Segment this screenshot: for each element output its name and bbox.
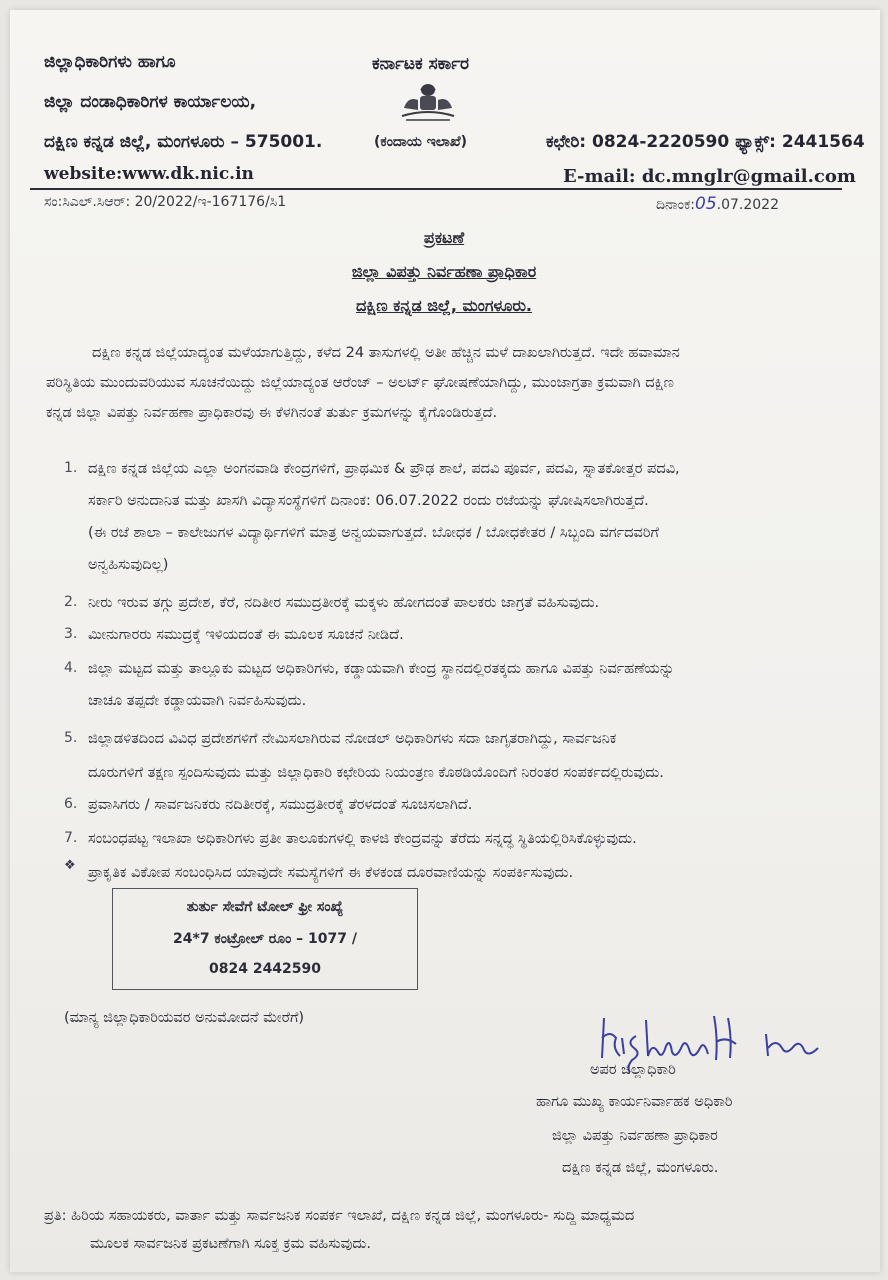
item-3-line-1: ಮೀನುಗಾರರು ಸಮುದ್ರಕ್ಕೆ ಇಳಿಯದಂತೆ ಈ ಮೂಲಕ ಸೂಚನೆ ನೀಡಿದೆ. <box>88 627 404 643</box>
office-line-3: ದಕ್ಷಿಣ ಕನ್ನಡ ಜಿಲ್ಲೆ, ಮಂಗಳೂರು – 575001. <box>44 132 323 152</box>
item-4-line-1: ಜಿಲ್ಲಾ ಮಟ್ಟದ ಮತ್ತು ತಾಲ್ಲೂಕು ಮಟ್ಟದ ಅಧಿಕಾರಿಗಳು, ಕಡ್ಡಾಯವಾಗಿ ಕೇಂದ್ರ ಸ್ಥಾನದಲ್ಲಿರತಕ್ಕದು ಹಾಗೂ ವಿಪತ್ತು ನಿರ್ವಹಣೆಯನ್ನು <box>88 661 675 677</box>
item-1-line-3: (ಈ ರಜೆ ಶಾಲಾ – ಕಾಲೇಜುಗಳ ವಿದ್ಯಾರ್ಥಿಗಳಿಗೆ ಮಾತ್ರ ಅನ್ವಯವಾಗುತ್ತದೆ. ಬೋಧಕ / ಬೋಧಕೇತರ / ಸಿಬ್ಬಂದಿ ವರ್ಗದವರಿಗೆ <box>88 525 659 541</box>
office-line-1: ಜಿಲ್ಲಾಧಿಕಾರಿಗಳು ಹಾಗೂ <box>44 52 176 72</box>
item-number: 4. <box>64 660 78 676</box>
helpline-box <box>112 888 418 990</box>
copy-to-line-2: ಮೂಲಕ ಸಾರ್ವಜನಿಕ ಪ್ರಕಟಣೆಗಾಗಿ ಸೂಕ್ತ ಕ್ರಮ ವಹಿಸುವುದು. <box>90 1236 371 1252</box>
government-title: ಕರ್ನಾಟಕ ಸರ್ಕಾರ <box>372 54 470 74</box>
notice-title: ಪ್ರಕಟಣೆ <box>423 228 465 247</box>
signatory-role: ಹಾಗೂ ಮುಖ್ಯ ಕಾರ್ಯನಿರ್ವಾಹಕ ಅಧಿಕಾರಿ <box>536 1094 733 1110</box>
item-1-line-2: ಸರ್ಕಾರಿ ಅನುದಾನಿತ ಮತ್ತು ಖಾಸಗಿ ವಿದ್ಯಾಸಂಸ್ಥೆಗಳಿಗೆ ದಿನಾಂಕ: 06.07.2022 ರಂದು ರಜೆಯನ್ನು ಘೋಷಿಸಲಾಗಿರುತ್ತದೆ. <box>88 493 649 509</box>
item-number: 3. <box>64 626 78 642</box>
signatory-district: ದಕ್ಷಿಣ ಕನ್ನಡ ಜಿಲ್ಲೆ, ಮಂಗಳೂರು. <box>562 1160 719 1176</box>
helpline-title: ತುರ್ತು ಸೇವೆಗೆ ಟೋಲ್ ಫ್ರೀ ಸಂಖ್ಯೆ <box>186 899 344 915</box>
diamond-bullet-icon: ❖ <box>64 858 76 873</box>
intro-line-1: ದಕ್ಷಿಣ ಕನ್ನಡ ಜಿಲ್ಲೆಯಾದ್ಯಂತ ಮಳೆಯಾಗುತ್ತಿದ್ದು, ಕಳೆದ 24 ತಾಸುಗಳಲ್ಲಿ ಅತೀ ಹೆಚ್ಚಿನ ಮಳೆ ದಾಖಲಾಗಿರುತ್ತದೆ. ಇದೇ ಹವಾಮಾನ <box>92 345 680 361</box>
helpline-phone: 0824 2442590 <box>208 961 322 977</box>
header-divider <box>30 188 842 190</box>
item-number: 5. <box>64 730 78 746</box>
website: website:www.dk.nic.in <box>44 164 254 184</box>
office-line-2: ಜಿಲ್ಲಾ ದಂಡಾಧಿಕಾರಿಗಳ ಕಾರ್ಯಾಲಯ, <box>44 92 257 112</box>
intro-line-3: ಕನ್ನಡ ಜಿಲ್ಲಾ ವಿಪತ್ತು ನಿರ್ವಹಣಾ ಪ್ರಾಧಿಕಾರವು ಈ ಕೆಳಗಿನಂತೆ ತುರ್ತು ಕ್ರಮಗಳನ್ನು ಕೈಗೊಂಡಿರುತ್ತದೆ. <box>46 405 498 421</box>
item-4-line-2: ಚಾಚೂ ತಪ್ಪದೇ ಕಡ್ಡಾಯವಾಗಿ ನಿರ್ವಹಿಸುವುದು. <box>88 693 307 709</box>
item-1-line-1: ದಕ್ಷಿಣ ಕನ್ನಡ ಜಿಲ್ಲೆಯ ಎಲ್ಲಾ ಅಂಗನವಾಡಿ ಕೇಂದ್ರಗಳಿಗೆ, ಪ್ರಾಥಮಿಕ & ಪ್ರೌಢ ಶಾಲೆ, ಪದವಿ ಪೂರ್ವ, ಪದವಿ, ಸ್ನಾತಕೋತ್ತರ ಪದವಿ, <box>88 461 680 477</box>
date-label: ದಿನಾಂಕ: <box>656 197 695 213</box>
item-1-line-4: ಅನ್ವಹಿಸುವುದಿಲ್ಲ) <box>88 557 169 573</box>
phone-fax: ಕಛೇರಿ: 0824-2220590 ಫ್ಯಾಕ್ಸ್: 2441564 <box>546 132 865 152</box>
item-5-line-1: ಜಿಲ್ಲಾಡಳಿತದಿಂದ ವಿವಿಧ ಪ್ರದೇಶಗಳಿಗೆ ನೇಮಿಸಲಾಗಿರುವ ನೋಡಲ್ ಅಧಿಕಾರಿಗಳು ಸದಾ ಜಾಗೃತರಾಗಿದ್ದು, ಸಾರ್ವಜನಿಕ <box>88 731 617 747</box>
item-5-line-2: ದೂರುಗಳಿಗೆ ತಕ್ಷಣ ಸ್ಪಂದಿಸುವುದು ಮತ್ತು ಜಿಲ್ಲಾಧಿಕಾರಿ ಕಛೇರಿಯ ನಿಯಂತ್ರಣ ಕೊಠಡಿಯೊಂದಿಗೆ ನಿರಂತರ ಸಂಪರ್ಕದಲ್ಲಿರುವುದು. <box>88 765 664 781</box>
helpline-note: ಪ್ರಾಕೃತಿಕ ವಿಕೋಪ ಸಂಬಂಧಿಸಿದ ಯಾವುದೇ ಸಮಸ್ಯೆಗಳಿಗೆ ಈ ಕೆಳಕಂಡ ದೂರವಾಣಿಯನ್ನು ಸಂಪರ್ಕಿಸುವುದು. <box>88 865 574 881</box>
email: E-mail: dc.mnglr@gmail.com <box>563 166 856 187</box>
date-handwritten: 05 <box>695 194 717 214</box>
reference-number: ಸಂ:ಸಿಎಲ್.ಸಿಆರ್: 20/2022/ಇ-167176/ಸಿ1 <box>44 194 287 210</box>
signatory-designation: ಅಪರ ಜಿಲ್ಲಾಧಿಕಾರಿ <box>590 1062 676 1078</box>
approval-note: (ಮಾನ್ಯ ಜಿಲ್ಲಾಧಿಕಾರಿಯವರ ಅನುಮೋದನೆ ಮೇರೆಗೆ) <box>64 1010 305 1026</box>
date-line <box>656 194 779 214</box>
karnataka-emblem-icon <box>396 78 460 122</box>
item-number: 1. <box>64 460 78 476</box>
item-6-line-1: ಪ್ರವಾಸಿಗರು / ಸಾರ್ವಜನಿಕರು ನದಿತೀರಕ್ಕೆ, ಸಮುದ್ರತೀರಕ್ಕೆ ತೆರಳದಂತೆ ಸೂಚಿಸಲಾಗಿದೆ. <box>88 797 473 813</box>
intro-line-2: ಪರಿಸ್ಥಿತಿಯ ಮುಂದುವರಿಯುವ ಸೂಚನೆಯಿದ್ದು ಜಿಲ್ಲೆಯಾದ್ಯಂತ ಆರೆಂಜ್ – ಅಲರ್ಟ್ ಘೋಷಣೆಯಾಗಿದ್ದು, ಮುಂಜಾಗ್ರತಾ ಕ್ರಮವಾಗಿ ದಕ್ಷಿಣ <box>46 375 674 391</box>
item-number: 6. <box>64 796 78 812</box>
item-number: 7. <box>64 830 78 846</box>
item-number: 2. <box>64 594 78 610</box>
item-2-line-1: ನೀರು ಇರುವ ತಗ್ಗು ಪ್ರದೇಶ, ಕೆರೆ, ನದಿತೀರ ಸಮುದ್ರತೀರಕ್ಕೆ ಮಕ್ಕಳು ಹೋಗದಂತೆ ಪಾಲಕರು ಜಾಗ್ರತೆ ವಹಿಸುವುದು. <box>88 595 600 611</box>
authority-title: ಜಿಲ್ಲಾ ವಿಪತ್ತು ನಿರ್ವಹಣಾ ಪ್ರಾಧಿಕಾರ <box>351 262 537 281</box>
copy-to-line-1: ಪ್ರತಿ: ಹಿರಿಯ ಸಹಾಯಕರು, ವಾರ್ತಾ ಮತ್ತು ಸಾರ್ವಜನಿಕ ಸಂಪರ್ಕ ಇಲಾಖೆ, ದಕ್ಷಿಣ ಕನ್ನಡ ಜಿಲ್ಲೆ, ಮಂಗಳೂರು- ಸುದ್ದಿ ಮಾಧ್ಯಮದ <box>44 1208 635 1224</box>
date-rest: .07.2022 <box>716 197 779 213</box>
signatory-authority: ಜಿಲ್ಲಾ ವಿಪತ್ತು ನಿರ್ವಹಣಾ ಪ್ರಾಧಿಕಾರ <box>552 1128 718 1144</box>
district-title: ದಕ್ಷಿಣ ಕನ್ನಡ ಜಿಲ್ಲೆ, ಮಂಗಳೂರು. <box>355 296 533 315</box>
item-7-line-1: ಸಂಬಂಧಪಟ್ಟ ಇಲಾಖಾ ಅಧಿಕಾರಿಗಳು ಪ್ರತೀ ತಾಲೂಕುಗಳಲ್ಲಿ ಕಾಳಜಿ ಕೇಂದ್ರವನ್ನು ತೆರೆದು ಸನ್ನದ್ಧ ಸ್ಥಿತಿಯಲ್ಲಿರಿಸಿಕೊಳ್ಳುವುದು. <box>88 831 637 847</box>
revenue-dept: (ಕಂದಾಯ ಇಲಾಖೆ) <box>374 134 468 150</box>
helpline-control-room: 24*7 ಕಂಟ್ರೋಲ್ ರೂಂ – 1077 / <box>173 931 357 947</box>
